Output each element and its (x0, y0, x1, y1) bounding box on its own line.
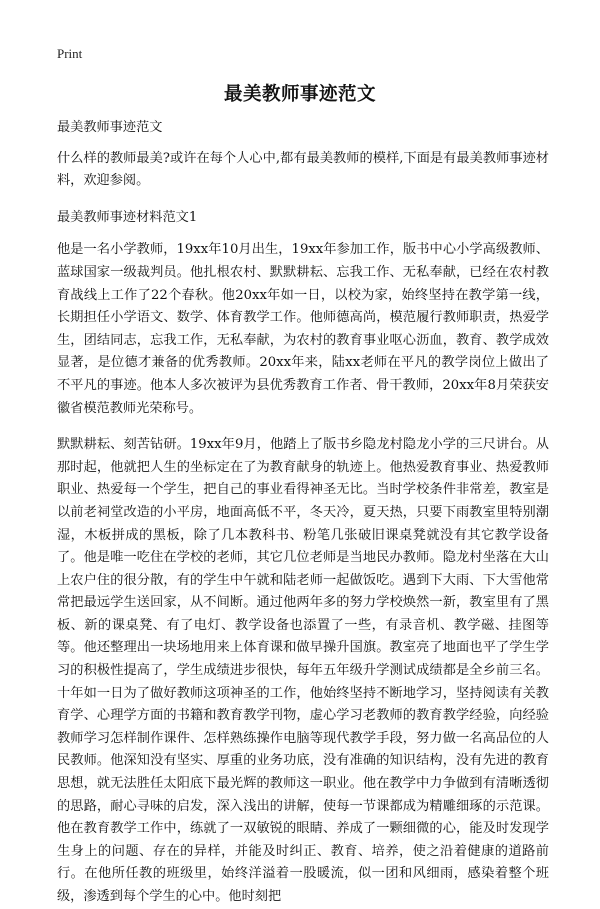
print-label: Print (57, 46, 83, 61)
body-paragraph-2: 默默耕耘、刻苦钻研。19xx年9月，他踏上了版书乡隐龙村隐龙小学的三尺讲台。从那时起，他就把人生的坐标定在了为教育献身的轨迹上。他热爱教育事业、热爱教师职业、热爱每一个学生，把自己的事业看得神圣无比。当时学校条件非常差，教室是以前老祠堂改造的小平房，地面高低不平，冬天冷，夏天热，只要下雨教室里特别潮湿，木板拼成的黑板，除了几本教科书、粉笔几张破旧课桌凳就没有其它教学设备了。他是唯一吃住在学校的老师，其它几位老师是当地民办教师。隐龙村坐落在大山上农户住的很分散，有的学生中午就和陆老师一起做饭吃。遇到下大雨、下大雪他常常把最远学生送回家，从不间断。通过他两年多的努力学校焕然一新，教室里有了黑板、新的课桌凳、有了电灯、教学设备也添置了一些，有录音机、教学磁、挂图等等。他还整理出一块场地用来上体育课和做早操升国旗。教室亮了地面也平了学生学习的积极性提高了，学生成绩进步很快，每年五年级升学测试成绩都是全乡前三名。十年如一日为了做好教师这项神圣的工作，他始终坚持不断地学习，坚持阅读有关教育学、心理学方面的书籍和教育教学刊物，虚心学习老教师的教育教学经验，向经验教师学习怎样制作课件、怎样熟练操作电脑等现代教学手段，努力做一名高品位的人民教师。他深知没有坚实、厚重的业务功底，没有准确的知识结构，没有先进的教育思想，就无法胜任太阳底下最光辉的教师这一职业。他在教学中力争做到有清晰透彻的思路，耐心寻味的启发，深入浅出的讲解，使每一节课都成为精雕细琢的示范课。他在教育教学工作中，练就了一双敏锐的眼睛、养成了一颗细微的心，能及时发现学生身上的问题、存在的异样，并能及时纠正、教育、培养，使之沿着健康的道路前行。在他所任教的班级里，始终洋溢着一股暖流，似一团和风细雨，感染着整个班级，渗透到每个学生的心中。他时刻把 (57, 437, 549, 904)
intro-paragraph: 什么样的教师最美?或许在每个人心中,都有最美教师的模样,下面是有最美教师事迹材料，欢迎参阅。 (57, 150, 549, 189)
document-subtitle: 最美教师事迹范文 (57, 120, 163, 135)
document-title: 最美教师事迹范文 (223, 84, 376, 105)
document-body (57, 117, 549, 909)
section-heading: 最美教师事迹材料范文1 (57, 209, 198, 225)
body-paragraph-1: 他是一名小学教师，19xx年10月出生，19xx年参加工作，版书中心小学高级教师、蓝球国家一级裁判员。他扎根农村、默默耕耘、忘我工作、无私奉献，已经在农村教育战线上工作了22个春秋。他20xx年如一日，以校为家，始终坚持在教学第一线，长期担任小学语文、数学、体育教学工作。他师德高尚，模范履行教师职责，热爱学生，团结同志，忘我工作，无私奉献，为农村的教育事业呕心沥血，教育、教学成效显著，是位德才兼备的优秀教师。20xx年来，陆xx老师在平凡的教学岗位上做出了不平凡的事迹。他本人多次被评为县优秀教育工作者、骨干教师，20xx年8月荣获安徽省模范教师光荣称号。 (57, 242, 549, 416)
